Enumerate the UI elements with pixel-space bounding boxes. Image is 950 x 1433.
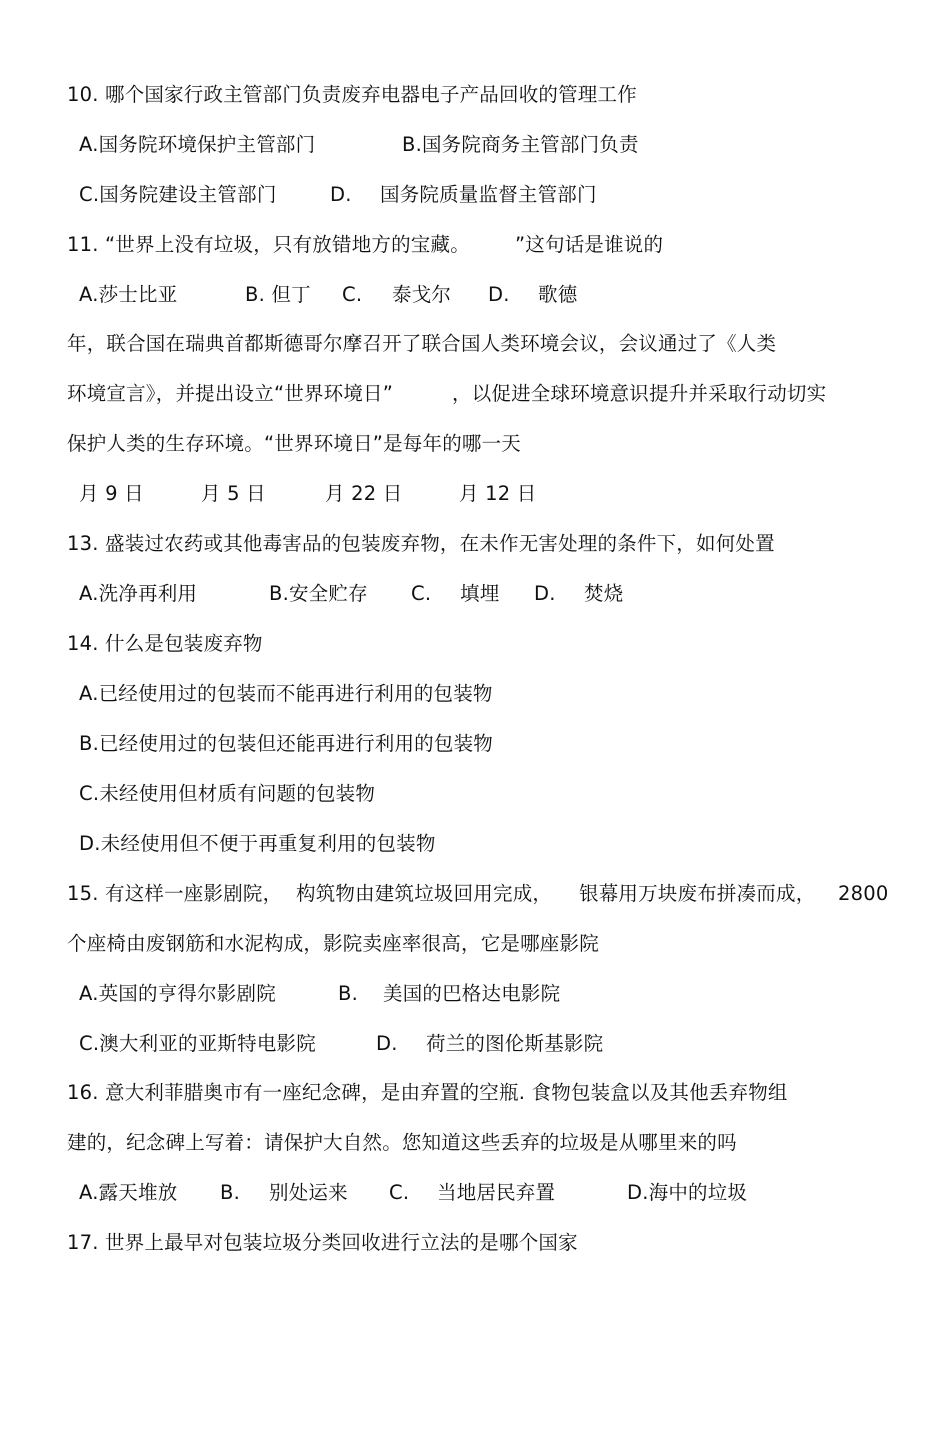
q10-options [79,129,639,161]
q13-stem: 13. 盛装过农药或其他毒害品的包装废弃物，在未作无害处理的条件下，如何处置 [67,532,775,555]
q11-option-a: A.莎士比亚 [79,283,178,306]
q11-option-c: 泰戈尔 [392,283,452,306]
q13-option-d-label: D. [534,582,556,605]
q11-stem-part1: 11. “世界上没有垃圾，只有放错地方的宝藏。 [67,233,470,256]
q11-stem-part2: ”这句话是谁说的 [515,233,664,256]
q12-stem-line3: 保护人类的生存环境。“世界环境日”是每年的哪一天 [67,432,522,455]
q16-option-b: 别处运来 [269,1181,348,1204]
q16-option-b-label: B. [220,1181,240,1204]
q10-option-c: C.国务院建设主管部门 [79,183,277,206]
q12-option-b: 月 5 日 [201,482,266,505]
q16-option-d: D.海中的垃圾 [627,1181,748,1204]
q16-stem-line1: 16. 意大利菲腊奥市有一座纪念碑，是由弃置的空瓶. 食物包装盒以及其他丢弃物组 [67,1081,788,1104]
q10-option-d: 国务院质量监督主管部门 [380,183,597,206]
q15-option-d: 荷兰的图伦斯基影院 [426,1032,604,1055]
q10-option-b: B.国务院商务主管部门负责 [402,133,639,156]
q11-options [79,279,578,311]
q12-option-d: 月 12 日 [459,482,537,505]
q10-options-2 [79,179,597,211]
q15-option-b-label: B. [338,982,358,1005]
q16-option-c-label: C. [389,1181,410,1204]
q15-stem-line2: 个座椅由废钢筋和水泥构成，影院卖座率很高，它是哪座影院 [67,932,599,955]
q11-option-d: 歌德 [538,283,578,306]
q14-option-c: C.未经使用但材质有问题的包装物 [79,782,376,805]
q14-option-d: D.未经使用但不便于再重复利用的包装物 [79,832,436,855]
q16-stem-line2: 建的，纪念碑上写着：请保护大自然。您知道这些丢弃的垃圾是从哪里来的吗 [67,1131,737,1154]
q10-option-d-label: D. [330,183,352,206]
q11-option-b: B. 但丁 [245,283,311,306]
q15-option-d-label: D. [376,1032,398,1055]
q12-options [79,478,537,510]
q12-stem-line1: 年，联合国在瑞典首都斯德哥尔摩召开了联合国人类环境会议，会议通过了《人类 [67,332,777,355]
q10-option-a: A.国务院环境保护主管部门 [79,133,316,156]
q15-stem-line1 [67,878,889,910]
q15-option-a: A.英国的亨得尔影剧院 [79,982,276,1005]
q15-option-b: 美国的巴格达电影院 [383,982,561,1005]
q12-option-c: 月 22 日 [325,482,403,505]
q14-option-b: B.已经使用过的包装但还能再进行利用的包装物 [79,732,493,755]
q13-option-d: 焚烧 [584,582,624,605]
q15-options-2 [79,1028,604,1060]
q11-stem [67,229,664,261]
q14-stem: 14. 什么是包装废弃物 [67,632,263,655]
q12-stem-line2-part2: ，以促进全球环境意识提升并采取行动切实 [452,382,827,405]
q13-option-c: 填埋 [460,582,500,605]
q10-stem: 10. 哪个国家行政主管部门负责废弃电器电子产品回收的管理工作 [67,83,637,106]
q16-options [79,1177,748,1209]
q13-option-b: B.安全贮存 [269,582,368,605]
q17-stem: 17. 世界上最早对包装垃圾分类回收进行立法的是哪个国家 [67,1231,578,1254]
q12-stem-line2 [67,378,827,410]
q11-option-d-label: D. [488,283,510,306]
q13-option-a: A.洗净再利用 [79,582,198,605]
q16-option-c: 当地居民弃置 [437,1181,556,1204]
q15-option-c: C.澳大利亚的亚斯特电影院 [79,1032,316,1055]
q15-stem-part3: 银幕用万块废布拼凑而成， [579,882,816,905]
q12-stem-line2-part1: 环境宣言》，并提出设立“世界环境日” [67,382,394,405]
q15-stem-part4: 2800 [838,882,889,905]
q13-option-c-label: C. [411,582,432,605]
q15-stem-part1: 15. 有这样一座影剧院， [67,882,283,905]
q12-option-a: 月 9 日 [79,482,144,505]
q15-stem-part2: 构筑物由建筑垃圾回用完成， [296,882,553,905]
q11-option-c-label: C. [342,283,363,306]
q13-options [79,578,624,610]
q15-options [79,978,561,1010]
q14-option-a: A.已经使用过的包装而不能再进行利用的包装物 [79,682,493,705]
q16-option-a: A.露天堆放 [79,1181,178,1204]
